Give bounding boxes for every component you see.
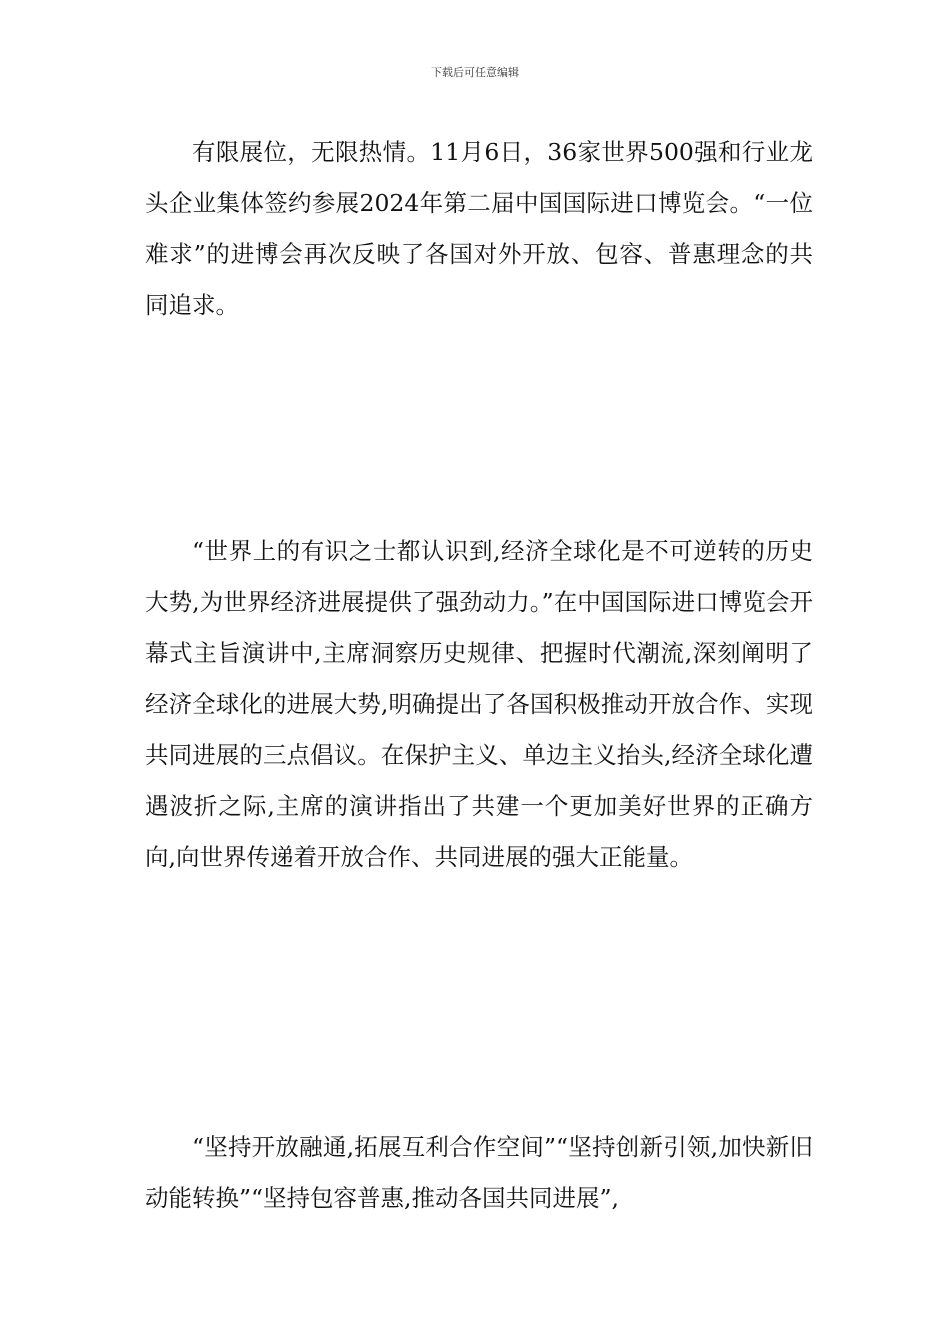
paragraph-2: “世界上的有识之士都认识到,经济全球化是不可逆转的历史大势,为世界经济进展提供了强劲动力。”在中国国际进口博览会开幕式主旨演讲中,主席洞察历史规律、把握时代潮流,深刻阐明了经济全球化的进展大势,明确提出了各国积极推动开放合作、实现共同进展的三点倡议。在保护主义、单边主义抬头,经济全球化遭遇波折之际,主席的演讲指出了共建一个更加美好世界的正确方向,向世界传递着开放合作、共同进展的强大正能量。	[145, 537, 813, 871]
paragraph-3: “坚持开放融通,拓展互利合作空间”“坚持创新引领,加快新旧动能转换”“坚持包容普惠,推动各国共同进展”,	[145, 1133, 813, 1212]
header-note: 下载后可任意编辑	[431, 66, 519, 79]
paragraph-1: 有限展位，无限热情。11月6日，36家世界500强和行业龙头企业集体签约参展2024年第二届中国国际进口博览会。“一位难求”的进博会再次反映了各国对外开放、包容、普惠理念的共同追求。	[145, 138, 813, 319]
